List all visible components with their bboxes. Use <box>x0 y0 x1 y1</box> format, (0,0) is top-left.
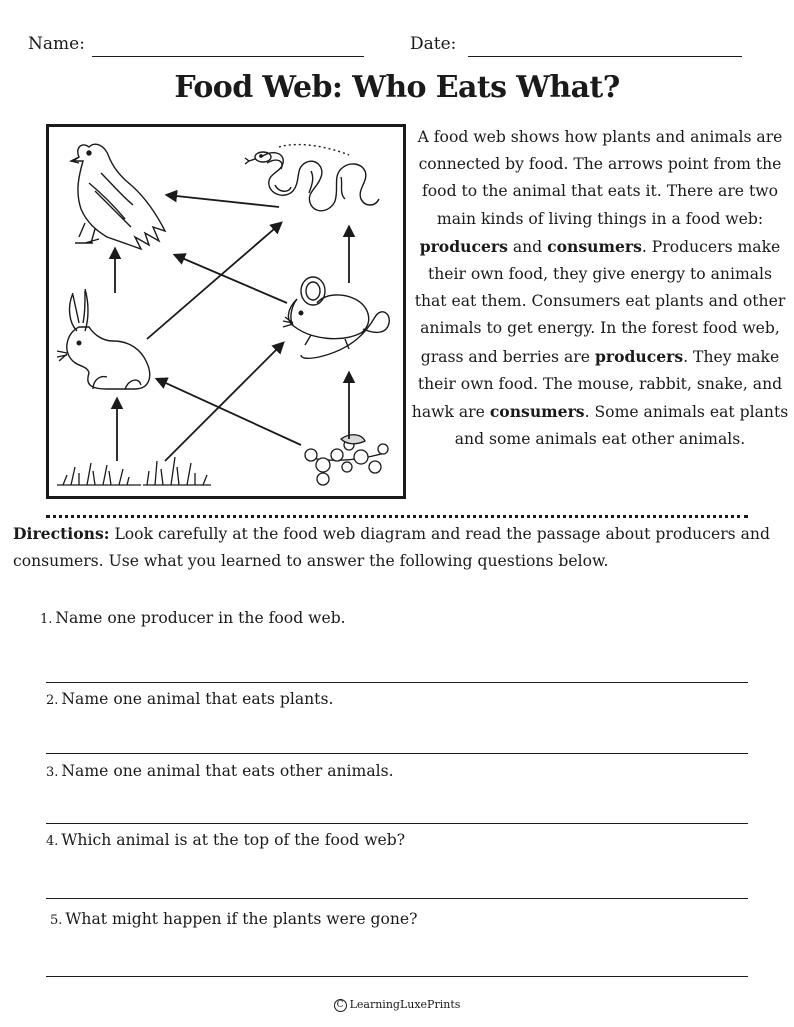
rabbit-illustration <box>57 289 150 389</box>
question-text: Which animal is at the top of the food web? <box>61 831 406 849</box>
grass-illustration <box>143 457 211 485</box>
answer-line-5[interactable] <box>46 976 748 977</box>
question-text: Name one producer in the food web. <box>55 609 346 627</box>
date-answer-line[interactable] <box>468 56 742 57</box>
question-5 <box>50 910 418 928</box>
name-answer-line[interactable] <box>92 56 364 57</box>
reading-passage: A food web shows how plants and animals are connected by food. The arrows point from the food to the animal that eats it. There are two main kinds of living things in a food web: producers and consumers. Producers make their own food, they give energy to animals that eat them. Consumers eat plants and other animals to get energy. In the forest food web, grass and berries are producers. They make their own food. The mouse, rabbit, snake, and hawk are consumers. Some animals eat plants and some animals eat other animals. <box>411 128 789 449</box>
answer-line-1[interactable] <box>46 682 748 683</box>
question-3 <box>46 762 394 780</box>
food-web-diagram <box>46 124 406 499</box>
directions-text: Look carefully at the food web diagram and read the passage about producers and consumers. Use what you learned to answer the following questions below. <box>13 525 770 570</box>
question-2 <box>46 690 333 708</box>
question-text: Name one animal that eats plants. <box>61 690 334 708</box>
page-title: Food Web: Who Eats What? <box>174 70 620 105</box>
question-text: Name one animal that eats other animals. <box>61 762 394 780</box>
mouse-illustration <box>283 277 389 358</box>
term-producers: producers <box>419 236 508 256</box>
berries-illustration <box>305 435 388 485</box>
food-web-arrows <box>115 195 349 461</box>
answer-line-4[interactable] <box>46 898 748 899</box>
answer-line-3[interactable] <box>46 823 748 824</box>
term-consumers: consumers <box>489 402 585 422</box>
arrow-mouse-to-hawk <box>175 255 287 303</box>
directions <box>13 521 773 574</box>
answer-line-2[interactable] <box>46 753 748 754</box>
question-number: 2. <box>46 693 59 708</box>
footer-credit: LearningLuxePrints <box>349 998 461 1011</box>
section-divider <box>46 515 748 518</box>
arrow-grass-to-mouse <box>165 343 283 461</box>
question-1 <box>40 609 346 627</box>
hawk-illustration <box>71 144 165 249</box>
header-row <box>0 34 794 62</box>
question-text: What might happen if the plants were gone? <box>65 910 418 928</box>
copyright-icon: C <box>334 999 347 1012</box>
name-label: Name: <box>28 34 85 54</box>
arrow-rabbit-to-snake <box>147 223 281 339</box>
term-consumers: consumers <box>547 236 642 256</box>
question-number: 5. <box>50 913 63 928</box>
directions-label: Directions: <box>13 524 110 543</box>
grass-illustration <box>57 463 141 485</box>
question-number: 3. <box>46 765 59 780</box>
arrow-berries-to-rabbit <box>157 379 301 445</box>
question-number: 4. <box>46 834 59 849</box>
question-4 <box>46 831 405 849</box>
date-label: Date: <box>410 34 457 54</box>
question-number: 1. <box>40 612 53 627</box>
term-producers: producers <box>594 346 684 366</box>
arrow-snake-to-hawk <box>167 195 279 207</box>
footer <box>0 998 794 1012</box>
snake-illustration <box>245 145 379 211</box>
